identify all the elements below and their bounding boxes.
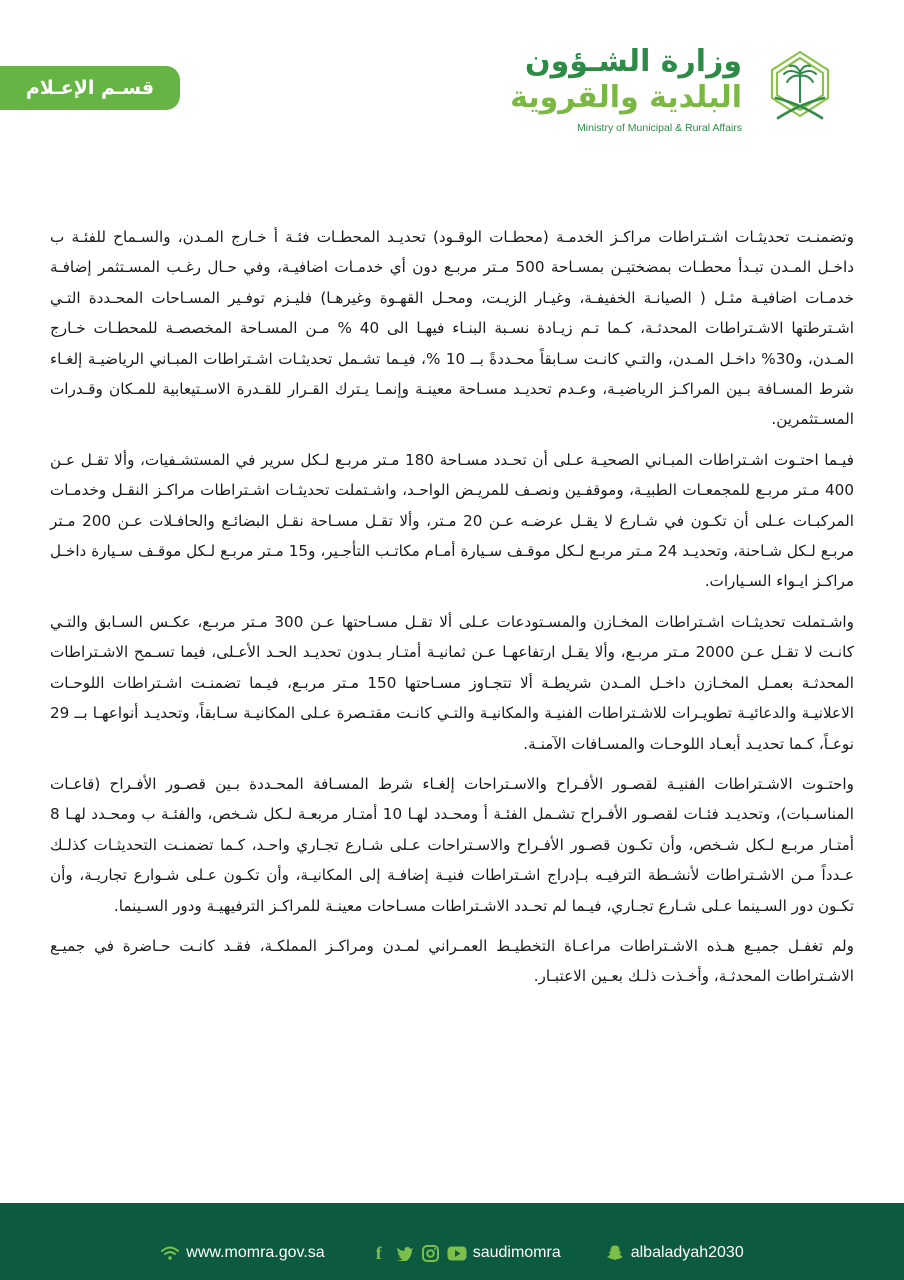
snapchat-handle: albaladyah2030 [630, 1244, 744, 1261]
youtube-icon[interactable] [447, 1243, 467, 1263]
paragraph-urban-planning: ولم تغفـل جميـع هـذه الاشـتراطات مراعـاة التخطيـط العمـراني لمـدن ومراكـز المملكـة، فقـد كانـت حـاضرة في جميـع الاشـتراطات المحدثـة، وأخـذت ذلـك بعـين الاعتبـار. [50, 936, 854, 986]
paragraph-wedding-halls-entertainment: واحتـوت الاشـتراطات الفنيـة لقصـور الأفـراح والاسـتراحات إلغـاء شرط المسـافة المحـددة بـين قصـور الأفـراح (قاعـات المناسـبات)، وتحديـد فئـات لقصـور الأفـراح تشـمل الفئـة أ ومحـدد لهـا 10 أمتـار مربعـة لـكل شـخص، والفئـة ب ومحـدد لهـا 8 أمتـار مربـع لـكل شـخص، وأن تكـون قصـور الأفـراح والاسـتراحات عـلى شـارع تجـاري واحـد، كـما تضمنـت التحديثـات كذلـك عـدداً مـن الاشـتراطات لأنشـطة الترفيـه بـإدراج اشـتراطات فنيـة إضافـة إلى المكانيـة، وأن تكـون عـلى شـوارع تجاريـة، وأن تكـون دور السـينما عـلى شـارع تجـاري، فيـما لم تحـدد الاشـتراطات مسـاحات معينـة للمراكـز الترفيهيـة ودور السـينما. [50, 774, 854, 915]
paragraph-warehouses-billboards: واشـتملت تحديثـات اشـتراطات المخـازن والمسـتودعات عـلى ألا تقـل مسـاحتها عـن 300 مـتر مربـع، عكـس السـابق والتـي كانـت لا تقـل عـن 2000 مـتر مربـع، وألا يقـل ارتفاعهـا عـن ثمانيـة أمتـار بـدون تحديـد الحـد الأعـلى، فيما تسـمح الاشـتراطات المحدثـة بعمـل المخـازن داخـل المـدن شريطـة ألا تتجـاوز مسـاحتها 150 مـتر مربـع، فيـما تضمنـت اشـتراطات اللوحـات الاعلانيـة والدعائيـة تطويـرات للاشـتراطات الفنيـة والمكانيـة والتـي كانـت مقتـصرة عـلى المكانيـة سـابقاً، وتحديـد أنواعهـا بــ 29 نوعـاً، كـما تحديـد أبعـاد اللوحـات والمسـافات الآمنـة. [50, 612, 854, 753]
twitter-icon[interactable] [395, 1243, 415, 1263]
palm-swords-emblem-icon [754, 44, 846, 136]
ministry-name-en: Ministry of Municipal & Rural Affairs [577, 122, 742, 134]
page-footer [0, 1203, 904, 1280]
facebook-icon[interactable]: f [375, 1242, 382, 1263]
ministry-logo [506, 44, 846, 140]
website-link[interactable] [160, 1243, 324, 1263]
snapchat-icon [605, 1243, 625, 1263]
ministry-name-ar-line1: وزارة الشـؤون [524, 44, 742, 79]
instagram-icon[interactable] [421, 1243, 441, 1263]
department-badge: قسـم الإعـلام [0, 66, 180, 110]
ministry-name-ar-line2: البلدية والقروية [510, 80, 742, 115]
press-release-body [50, 222, 854, 1002]
social-handle[interactable]: saudimomra [472, 1244, 561, 1261]
paragraph-health-transport: فيـما احتـوت اشـتراطات المبـاني الصحيـة عـلى أن تحـدد مسـاحة 180 مـتر مربـع لـكل سرير في المستشـفيات، وألا تقـل عـن 400 مـتر مربـع للمجمعـات الطبيـة، وموقفـين ونصـف للمريـض الواحـد، واشـتملت تحديثـات اشـتراطات مراكـز النقـل وخدمـات المركبـات عـلى أن تكـون في شـارع لا يقـل عرضـه عـن 20 مـتر، وألا تقـل مسـاحة نقـل البضائـع والحافـلات عـن 200 مـتر مربـع لـكل شـاحنة، وتحديـد 24 مـتر مربـع لـكل موقـف سـيارة أمـام مكاتـب التأجـير، و15 مـتر مربـع لـكل موقـف سـيارة داخـل مراكـز ايـواء السـيارات. [50, 450, 855, 591]
paragraph-fuel-stations: وتضمنـت تحديثـات اشـتراطات مراكـز الخدمـة (محطـات الوقـود) تحديـد المحطـات فئـة أ خـارج المـدن، والسـماح للفئـة ب داخـل المـدن تبـدأ محطـات بمضختيـن بمسـاحة 500 مـتر مربـع دون أي خدمـات اضافيـة، وفي حـال رغـب المسـتثمر إضافـة خدمـات اضافيـة مثـل ( الصيانـة الخفيفـة، وغيـار الزيـت، ومحـل القهـوة وغيرهـا) فليـزم توفـير المسـاحات المحـددة التـي اشـترطتها الاشـتراطات المحدثـة، كـما تـم زيـادة نسـبة البنـاء فيهـا الى 40 % مـن المسـاحة المخصصـة للمحطـات خـارج المـدن، و30% داخـل المـدن، والتـي كانـت سـابقاً محـددةً بــ 10 %، فيـما تشـمل تحديثـات اشـتراطات المبـاني الرياضيـة إلغـاء شرط المسـافة بـين المراكـز الرياضيـة، وعـدم تحديـد مسـاحة معينـة وإنمـا يـترك القـرار للقـدرة الاسـتيعابية للمـكان وقـدرات المسـتثمرين. [50, 228, 854, 429]
snapchat-link[interactable] [605, 1243, 744, 1263]
page-header [0, 0, 904, 200]
wifi-icon [160, 1243, 180, 1263]
social-links [369, 1243, 561, 1263]
website-url: www.momra.gov.sa [186, 1244, 325, 1261]
